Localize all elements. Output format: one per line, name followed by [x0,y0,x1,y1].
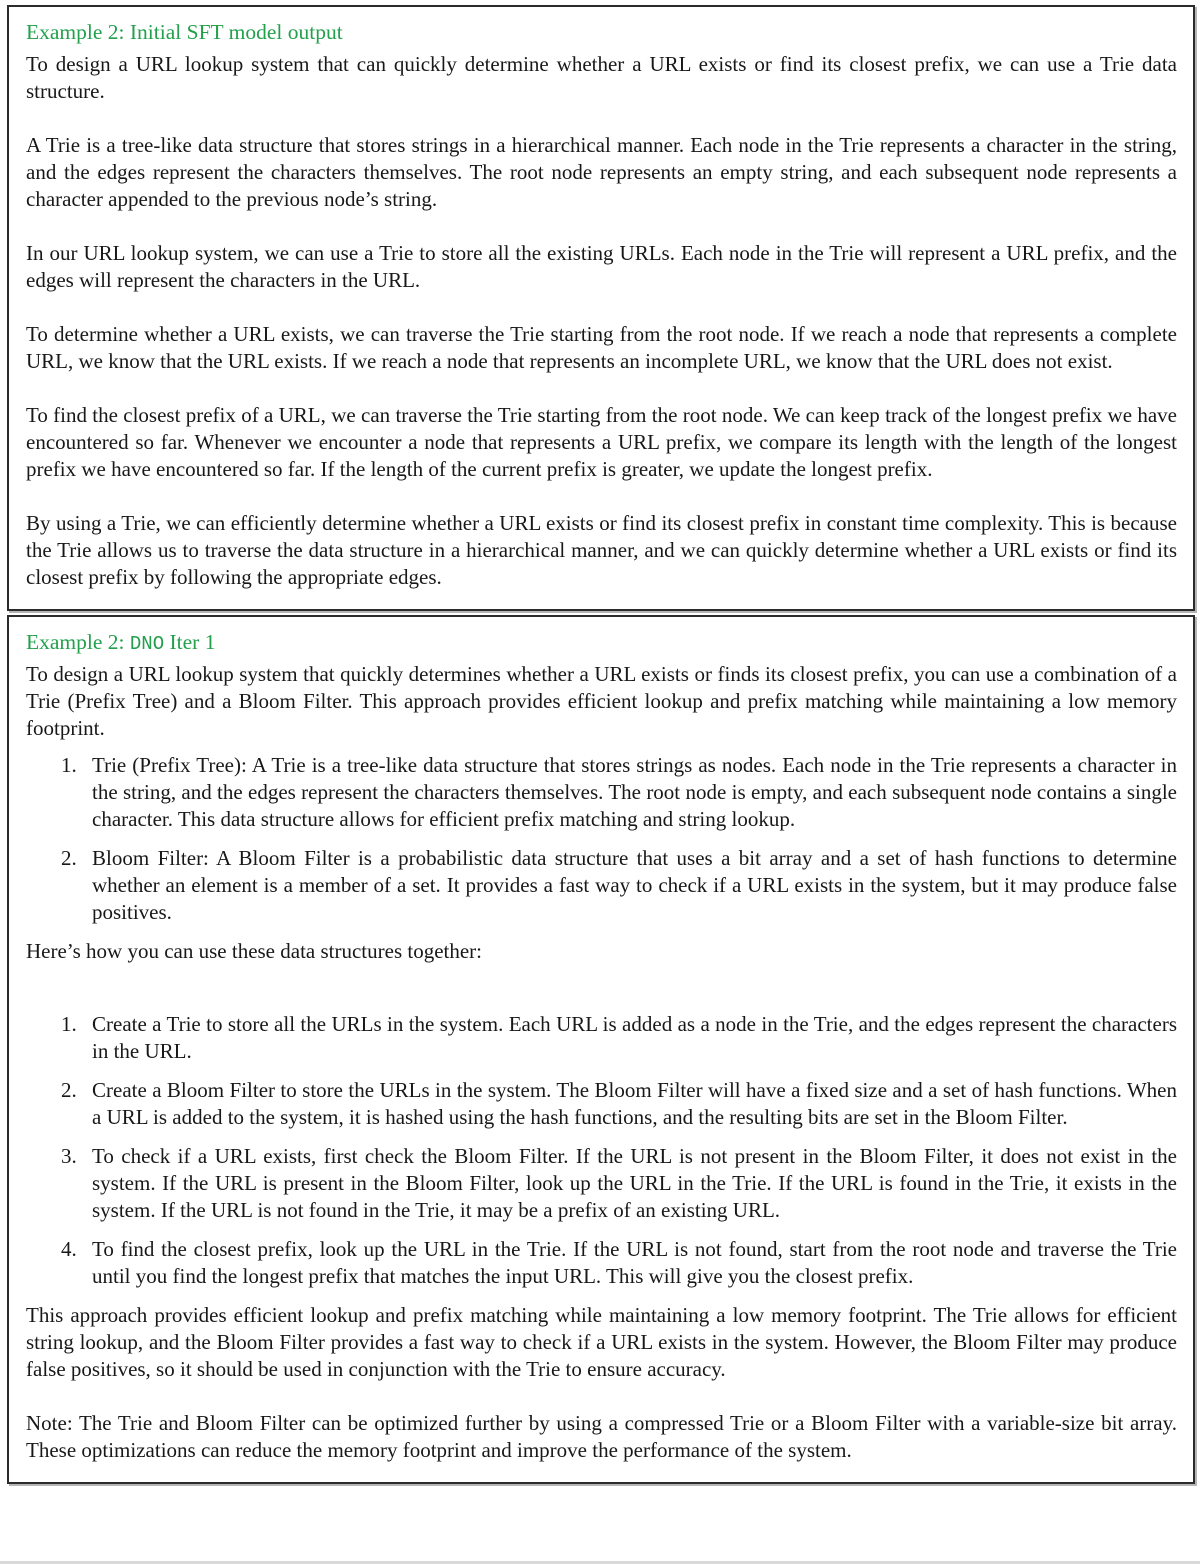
dno-steps-item-3 [26,1143,1177,1224]
dno-steps-item-4 [26,1236,1177,1290]
example-title-sft-prefix: Example 2: [26,20,130,44]
list-item-number: 1. [61,1012,77,1036]
example-title-dno [26,629,1177,658]
list-item-number: 2. [61,1078,77,1102]
example-title-dno-mono: DNO [129,633,165,655]
example-title-sft [26,19,1177,48]
sft-paragraph-5: To find the closest prefix of a URL, we can traverse the Trie starting from the root node. We can keep track of the longest prefix we have encountered so far. Whenever we encounter a node that represents a URL prefix, we compare its length with the length of the longest prefix we have encountered so far. If the length of the current prefix is greater, we update the longest prefix. [26,403,1177,481]
list-item-text: To check if a URL exists, first check the Bloom Filter. If the URL is not present in the Bloom Filter, it does not exist in the system. If the URL is present in the Bloom Filter, look up the URL in the Trie. If the URL is found in the Trie, it exists in the system. If the URL is not found in the Trie, it may be a prefix of an existing URL. [92,1144,1177,1222]
dno-closing-paragraph: This approach provides efficient lookup and prefix matching while maintaining a low memory footprint. The Trie allows for efficient string lookup, and the Bloom Filter provides a fast way to check if a URL exists in the system. However, the Bloom Filter may produce false positives, so it should be used in conjunction with the Trie to ensure accuracy. [26,1303,1177,1381]
example-box-sft-output [7,5,1195,611]
example-title-sft-suffix: Initial SFT model output [129,20,343,44]
sft-paragraph-6: By using a Trie, we can efficiently determine whether a URL exists or find its closest prefix in constant time complexity. This is because the Trie allows us to traverse the data structure in a hierarchical manner, and we can quickly determine whether a URL exists or find its closest prefix by following the appropriate edges. [26,511,1177,589]
dno-intro-paragraph: To design a URL lookup system that quickly determines whether a URL exists or finds its closest prefix, you can use a combination of a Trie (Prefix Tree) and a Bloom Filter. This approach provides efficient lookup and prefix matching while maintaining a low memory footprint. [26,662,1177,740]
sft-paragraph-3: In our URL lookup system, we can use a Trie to store all the existing URLs. Each node in the Trie will represent a URL prefix, and the edges will represent the characters in the URL. [26,241,1177,292]
list-item-text: Create a Bloom Filter to store the URLs in the system. The Bloom Filter will have a fixed size and a set of hash functions. When a URL is added to the system, it is hashed using the hash functions, and the resulting bits are set in the Bloom Filter. [92,1078,1177,1129]
example-title-dno-prefix: Example 2: [26,630,130,654]
sft-paragraph-4: To determine whether a URL exists, we can traverse the Trie starting from the root node. If we reach a node that represents a complete URL, we know that the URL exists. If we reach a node that represents an incomplete URL, we know that the URL does not exist. [26,322,1177,373]
list-item-text: To find the closest prefix, look up the URL in the Trie. If the URL is not found, start from the root node and traverse the Trie until you find the longest prefix that matches the input URL. This will give you the closest prefix. [92,1237,1177,1288]
example-title-dno-suffix: Iter 1 [164,630,216,654]
sft-paragraph-2: A Trie is a tree-like data structure that stores strings in a hierarchical manner. Each node in the Trie represents a character in the string, and the edges represent the characters themselves. The root node represents an empty string, and each subsequent node represents a character appended to the previous node’s string. [26,133,1177,211]
list-item-text: Create a Trie to store all the URLs in the system. Each URL is added as a node in the Trie, and the edges represent the characters in the URL. [92,1012,1177,1063]
dno-note-paragraph: Note: The Trie and Bloom Filter can be optimized further by using a compressed Trie or a Bloom Filter with a variable-size bit array. These optimizations can reduce the memory footprint and improve the performance of the system. [26,1411,1177,1462]
sft-paragraph-1: To design a URL lookup system that can quickly determine whether a URL exists or find its closest prefix, we can use a Trie data structure. [26,52,1177,103]
example-box-dno-iter1 [7,615,1195,1484]
list-item-number: 1. [61,753,77,777]
list-item-text: Trie (Prefix Tree): A Trie is a tree-like data structure that stores strings as nodes. Each node in the Trie represents a character in the string, and the edges represent the characters themselves. The root node is empty, and each subsequent node contains a single character. This data structure allows for efficient prefix matching and string lookup. [92,753,1177,831]
list-item-number: 3. [61,1144,77,1168]
dno-steps-item-1 [26,1011,1177,1065]
dno-structures-item-bloom-filter [26,845,1177,926]
dno-steps-item-2 [26,1077,1177,1131]
list-item-number: 4. [61,1237,77,1261]
dno-bridge-paragraph: Here’s how you can use these data structures together: [26,939,483,963]
dno-structures-item-trie [26,752,1177,833]
list-item-number: 2. [61,846,77,870]
list-item-text: Bloom Filter: A Bloom Filter is a probabilistic data structure that uses a bit array and a set of hash functions to determine whether an element is a member of a set. It provides a fast way to check if a URL exists in the system, but it may produce false positives. [92,846,1177,924]
